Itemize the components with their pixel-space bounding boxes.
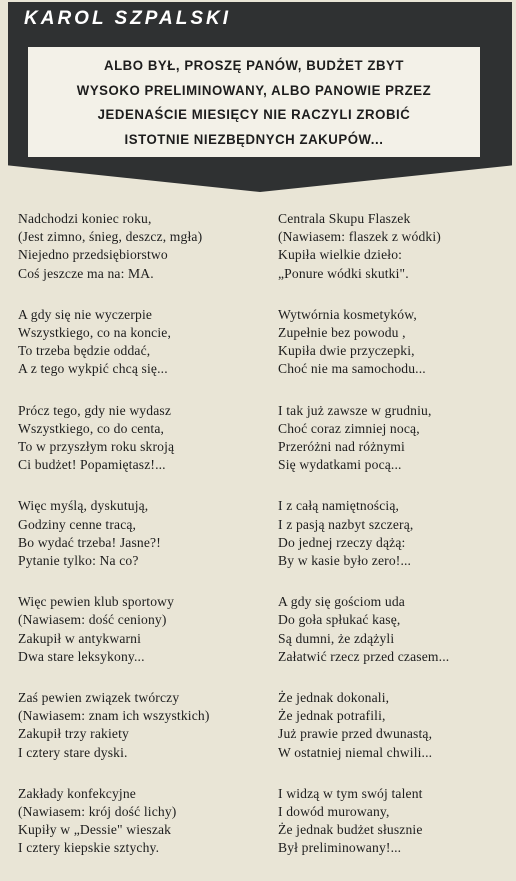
verse-line: Się wydatkami pocą... <box>278 457 402 473</box>
stanza <box>18 306 268 379</box>
verse-line: Kupiły w „Dessie" wieszak <box>18 822 172 838</box>
verse-line: I widzą w tym swój talent <box>278 785 423 801</box>
verse-line: (Nawiasem: krój dość lichy) <box>18 804 177 820</box>
verse-line: Wytwórnia kosmetyków, <box>278 306 417 322</box>
verse-line: Nadchodzi koniec roku, <box>18 211 152 226</box>
verse-line: Coś jeszcze ma na: MA. <box>18 265 154 281</box>
verse-line: Choć coraz zimniej nocą, <box>278 420 420 436</box>
verse-line: A z tego wykpić chcą się... <box>18 361 168 377</box>
verse-line: Że jednak budżet słusznie <box>278 822 423 838</box>
stanza <box>278 306 512 379</box>
headline-line: WYSOKO PRELIMINOWANY, ALBO PANOWIE PRZEZ <box>76 82 432 99</box>
verse-line: Więc myślą, dyskutują, <box>18 498 149 514</box>
verse-line: (Nawiasem: dość ceniony) <box>18 612 167 628</box>
verse-line: I dowód murowany, <box>278 804 390 820</box>
verse-line: Więc pewien klub sportowy <box>18 594 175 610</box>
verse-line: Wszystkiego, co na koncie, <box>18 325 172 341</box>
verse-line: Do goła spłukać kasę, <box>278 612 401 628</box>
verse-line: To w przyszłym roku skroją <box>18 439 175 455</box>
verse-line: I tak już zawsze w grudniu, <box>278 402 432 418</box>
verse-line: I z pasją nazbyt szczerą, <box>278 516 414 532</box>
stanza <box>278 593 512 666</box>
verse-line: Zaś pewien związek twórczy <box>18 690 180 706</box>
verse-line: (Nawiasem: flaszek z wódki) <box>278 229 441 245</box>
stanza <box>18 402 268 475</box>
verse-line: „Ponure wódki skutki". <box>278 265 409 281</box>
verse-line: Dwa stare leksykony... <box>18 648 145 664</box>
headline-line: ALBO BYŁ, PROSZĘ PANÓW, BUDŻET ZBYT <box>103 58 405 74</box>
verse-line: By w kasie było zero!... <box>278 553 412 569</box>
verse-line: Zakłady konfekcyjne <box>18 785 136 801</box>
verse-line: I cztery stare dyski. <box>18 744 128 760</box>
stanza <box>278 210 512 283</box>
verse-line: Kupiła dwie przyczepki, <box>278 343 415 359</box>
verse-line: Bo wydać trzeba! Jasne?! <box>18 534 161 550</box>
stanza <box>18 785 268 858</box>
author-name: KAROL SZPALSKI <box>24 8 232 29</box>
verse-line: Kupiła wielkie dzieło: <box>278 247 403 263</box>
verse-line: I cztery kiepskie sztychy. <box>18 840 160 856</box>
verse-line: Ci budżet! Popamiętasz!... <box>18 457 166 473</box>
stanza <box>278 785 512 858</box>
headline-line: JEDENAŚCIE MIESIĘCY NIE RACZYLI ZROBIĆ <box>97 107 411 123</box>
verse-line: Przeróżni nad różnymi <box>278 439 405 455</box>
stanza <box>278 689 512 762</box>
verse-line: Że jednak potrafili, <box>278 708 386 724</box>
stanza <box>18 497 268 570</box>
headline-box <box>28 47 480 157</box>
verse-line: Że jednak dokonali, <box>278 690 390 706</box>
verse-line: Zakupił w antykwarni <box>18 630 142 646</box>
verse-line: Niejedno przedsiębiorstwo <box>18 247 168 263</box>
verse-line: Do jednej rzeczy dążą: <box>278 534 406 550</box>
verse-line: W ostatniej niemal chwili... <box>278 744 433 760</box>
verse-line: Centrala Skupu Flaszek <box>278 211 411 226</box>
headline-line: ISTOTNIE NIEZBĘDNYCH ZAKUPÓW... <box>124 131 384 148</box>
stanza <box>18 210 268 283</box>
stanza <box>18 689 268 762</box>
verse-line: Prócz tego, gdy nie wydasz <box>18 402 172 418</box>
verse-line: A gdy się nie wyczerpie <box>18 306 153 322</box>
verse-line: A gdy się gościom uda <box>278 594 405 610</box>
verse-line: Był preliminowany!... <box>278 840 402 856</box>
verse-line: Zakupił trzy rakiety <box>18 726 129 742</box>
verse-line: Już prawie przed dwunastą, <box>278 726 433 742</box>
poem-left-column <box>18 210 268 881</box>
verse-line: (Jest zimno, śnieg, deszcz, mgła) <box>18 229 203 245</box>
verse-line: (Nawiasem: znam ich wszystkich) <box>18 708 210 724</box>
verse-line: Zupełnie bez powodu , <box>278 325 406 341</box>
verse-line: Choć nie ma samochodu... <box>278 361 426 377</box>
verse-line: Wszystkiego, co do centa, <box>18 420 165 436</box>
stanza <box>18 593 268 666</box>
verse-line: To trzeba będzie oddać, <box>18 343 151 359</box>
stanza <box>278 402 512 475</box>
stanza <box>278 497 512 570</box>
verse-line: Pytanie tylko: Na co? <box>18 553 139 569</box>
verse-line: Załatwić rzecz przed czasem... <box>278 648 450 664</box>
poem-right-column <box>278 210 512 881</box>
verse-line: Godziny cenne tracą, <box>18 516 137 532</box>
verse-line: Są dumni, że zdążyli <box>278 630 395 646</box>
verse-line: I z całą namiętnością, <box>278 498 400 514</box>
